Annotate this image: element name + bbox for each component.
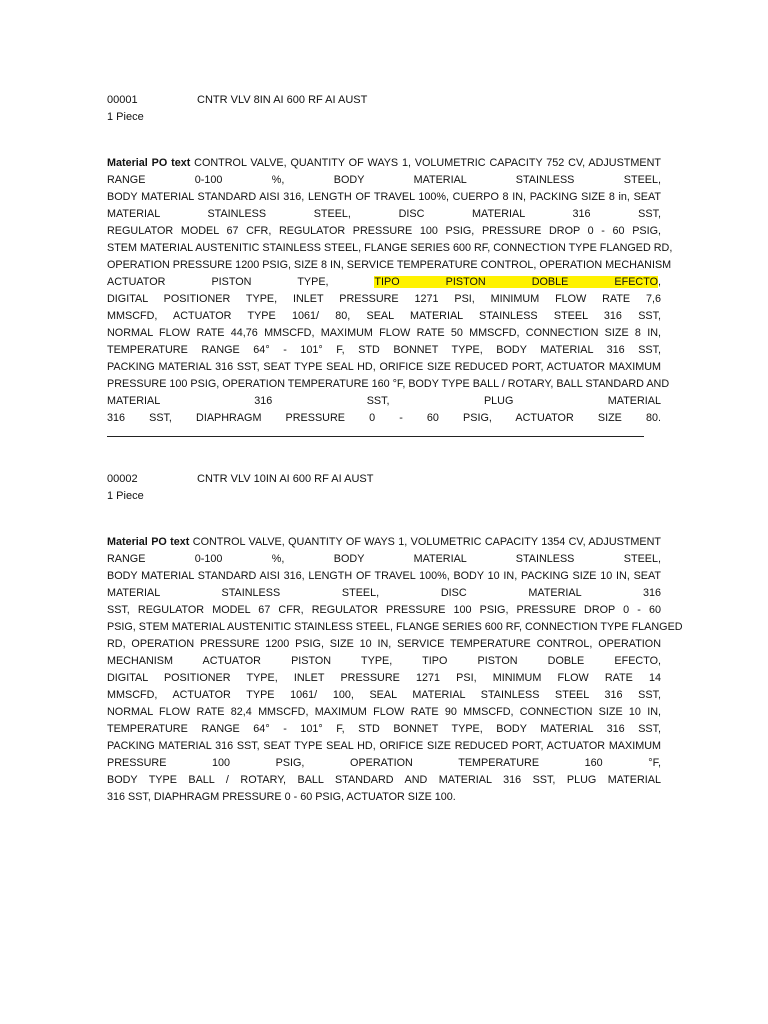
item-header <box>107 92 661 109</box>
text-line: OPERATION PRESSURE 1200 PSIG, SIZE 8 IN, SERVICE TEMPERATURE CONTROL, OPERATION MECHANISM <box>107 259 672 271</box>
text-line: MATERIAL 316 SST, PLUG MATERIAL <box>107 395 661 407</box>
text-line: PRESSURE 100 PSIG, OPERATION TEMPERATURE 160 °F, BODY TYPE BALL / ROTARY, BALL STANDARD AND <box>107 378 670 390</box>
text-line: BODY MATERIAL STANDARD AISI 316, LENGTH OF TRAVEL 100%, BODY 10 IN, PACKING SIZE 10 IN, SEAT <box>107 570 661 582</box>
highlighted-text: TIPO PISTON DOBLE EFECTO <box>374 276 658 288</box>
text-line: SST, REGULATOR MODEL 67 CFR, REGULATOR PRESSURE 100 PSIG, PRESSURE DROP 0 - 60 <box>107 604 661 616</box>
material-po-label: Material PO text <box>107 157 191 169</box>
text-line: 316 SST, DIAPHRAGM PRESSURE 0 - 60 PSIG, ACTUATOR SIZE 80. <box>107 412 661 424</box>
text-line: Material PO text CONTROL VALVE, QUANTITY OF WAYS 1, VOLUMETRIC CAPACITY 752 CV, ADJUSTMENT <box>107 157 661 169</box>
text-line: 316 SST, DIAPHRAGM PRESSURE 0 - 60 PSIG, ACTUATOR SIZE 100. <box>107 791 456 803</box>
text-line: BODY MATERIAL STANDARD AISI 316, LENGTH OF TRAVEL 100%, CUERPO 8 IN, PACKING SIZE 8 in, SEAT <box>107 191 661 203</box>
line-item-00002 <box>107 471 683 806</box>
item-description: CNTR VLV 8IN AI 600 RF AI AUST <box>197 94 368 106</box>
text-line: PRESSURE 100 PSIG, OPERATION TEMPERATURE 160 °F, <box>107 757 661 769</box>
material-po-label: Material PO text <box>107 536 190 548</box>
text-line: PSIG, STEM MATERIAL AUSTENITIC STAINLESS STEEL, FLANGE SERIES 600 RF, CONNECTION TYPE FLANGED <box>107 621 683 633</box>
text-line: REGULATOR MODEL 67 CFR, REGULATOR PRESSURE 100 PSIG, PRESSURE DROP 0 - 60 PSIG, <box>107 225 661 237</box>
text-line: MMSCFD, ACTUATOR TYPE 1061/ 80, SEAL MATERIAL STAINLESS STEEL 316 SST, <box>107 310 661 322</box>
text-line: ACTUATOR PISTON TYPE, TIPO PISTON DOBLE EFECTO, <box>107 276 661 288</box>
text-line: RD, OPERATION PRESSURE 1200 PSIG, SIZE 10 IN, SERVICE TEMPERATURE CONTROL, OPERATION <box>107 638 661 650</box>
text-line: NORMAL FLOW RATE 82,4 MMSCFD, MAXIMUM FLOW RATE 90 MMSCFD, CONNECTION SIZE 10 IN, <box>107 706 661 718</box>
material-po-text <box>107 534 683 806</box>
material-po-text <box>107 155 673 427</box>
text-line: MMSCFD, ACTUATOR TYPE 1061/ 100, SEAL MATERIAL STAINLESS STEEL 316 SST, <box>107 689 661 701</box>
text-line: STEM MATERIAL AUSTENITIC STAINLESS STEEL, FLANGE SERIES 600 RF, CONNECTION TYPE FLANGED RD, <box>107 242 673 254</box>
text-line: NORMAL FLOW RATE 44,76 MMSCFD, MAXIMUM FLOW RATE 50 MMSCFD, CONNECTION SIZE 8 IN, <box>107 327 661 339</box>
text-line: BODY TYPE BALL / ROTARY, BALL STANDARD AND MATERIAL 316 SST, PLUG MATERIAL <box>107 774 661 786</box>
text-line: MATERIAL STAINLESS STEEL, DISC MATERIAL 316 <box>107 587 661 599</box>
text-line: MATERIAL STAINLESS STEEL, DISC MATERIAL 316 SST, <box>107 208 661 220</box>
text-line: PACKING MATERIAL 316 SST, SEAT TYPE SEAL HD, ORIFICE SIZE REDUCED PORT, ACTUATOR MAXIMUM <box>107 740 661 752</box>
text-line: TEMPERATURE RANGE 64° - 101° F, STD BONNET TYPE, BODY MATERIAL 316 SST, <box>107 344 661 356</box>
item-separator <box>107 436 644 437</box>
item-number: 00002 <box>107 473 138 485</box>
text-line: Material PO text CONTROL VALVE, QUANTITY OF WAYS 1, VOLUMETRIC CAPACITY 1354 CV, ADJUSTMENT <box>107 536 661 548</box>
text-line: TEMPERATURE RANGE 64° - 101° F, STD BONNET TYPE, BODY MATERIAL 316 SST, <box>107 723 661 735</box>
item-description: CNTR VLV 10IN AI 600 RF AI AUST <box>197 473 374 485</box>
text-line: RANGE 0-100 %, BODY MATERIAL STAINLESS STEEL, <box>107 553 661 565</box>
item-quantity: 1 Piece <box>107 111 144 123</box>
text-line: MECHANISM ACTUATOR PISTON TYPE, TIPO PISTON DOBLE EFECTO, <box>107 655 661 667</box>
item-header <box>107 471 661 488</box>
item-number: 00001 <box>107 94 138 106</box>
line-item-00001 <box>107 92 673 427</box>
text-line: DIGITAL POSITIONER TYPE, INLET PRESSURE 1271 PSI, MINIMUM FLOW RATE 7,6 <box>107 293 661 305</box>
text-line: DIGITAL POSITIONER TYPE, INLET PRESSURE 1271 PSI, MINIMUM FLOW RATE 14 <box>107 672 661 684</box>
text-line: PACKING MATERIAL 316 SST, SEAT TYPE SEAL HD, ORIFICE SIZE REDUCED PORT, ACTUATOR MAXIMUM <box>107 361 661 373</box>
text-line: RANGE 0-100 %, BODY MATERIAL STAINLESS STEEL, <box>107 174 661 186</box>
item-quantity: 1 Piece <box>107 490 144 502</box>
